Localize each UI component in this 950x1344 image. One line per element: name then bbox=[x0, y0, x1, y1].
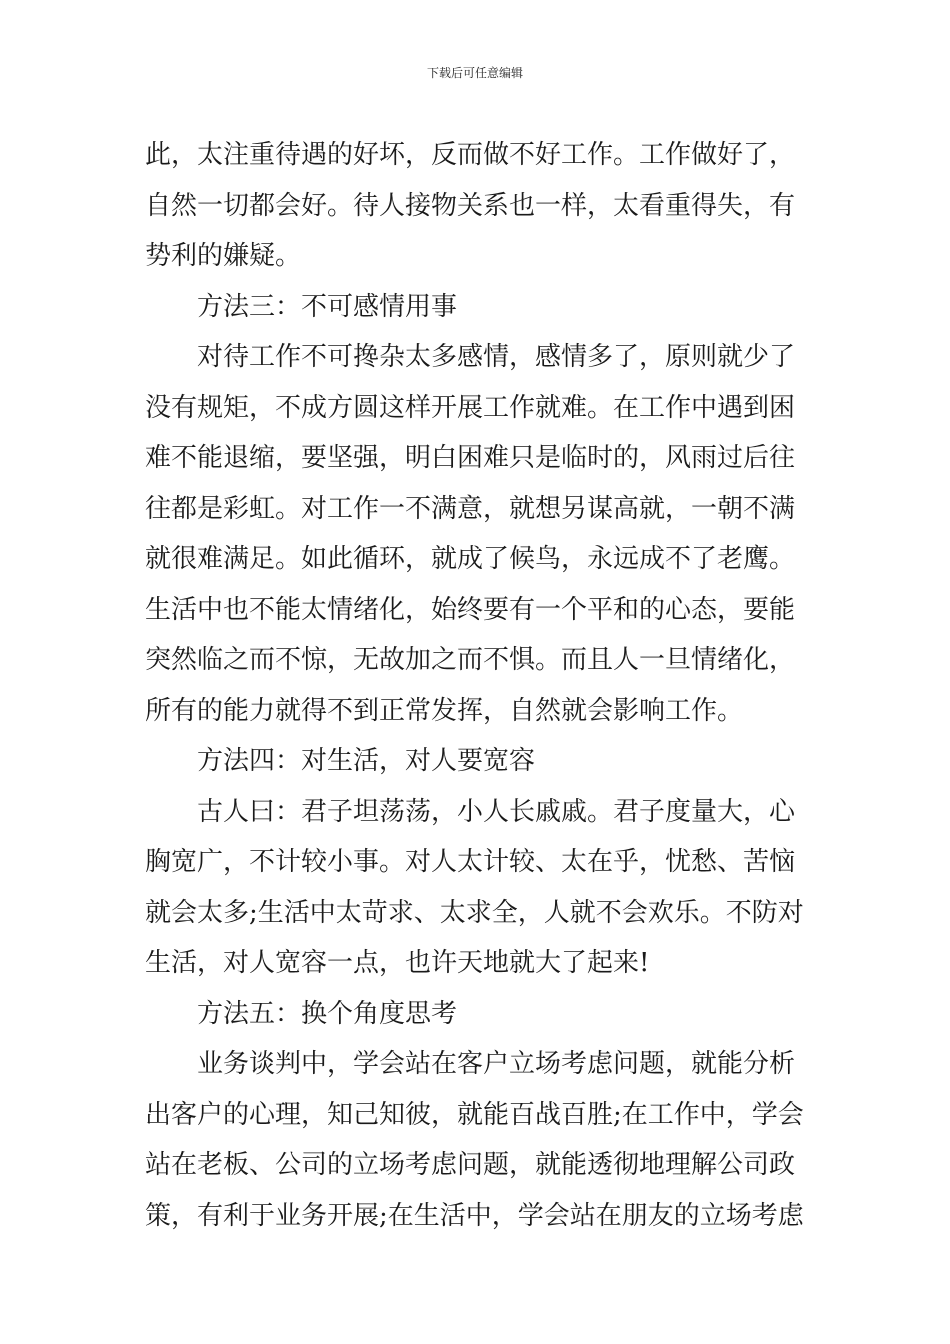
text-line: 方法三：不可感情用事 bbox=[197, 291, 458, 322]
text-line: 难不能退缩，要坚强，明白困难只是临时的，风雨过后往 bbox=[145, 443, 796, 473]
text-line: 势利的嫌疑。 bbox=[145, 241, 302, 271]
text-line: 就会太多;生活中太苛求、太求全，人就不会欢乐。不防对 bbox=[145, 897, 804, 928]
text-line: 古人曰：君子坦荡荡，小人长戚戚。君子度量大，心 bbox=[197, 796, 796, 827]
text-line: 往都是彩虹。对工作一不满意，就想另谋高就，一朝不满 bbox=[145, 493, 796, 524]
text-line: 所有的能力就得不到正常发挥，自然就会影响工作。 bbox=[145, 695, 744, 726]
text-line: 生活中也不能太情绪化，始终要有一个平和的心态，要能 bbox=[145, 594, 796, 625]
text-line: 突然临之而不惊，无故加之而不惧。而且人一旦情绪化， bbox=[145, 645, 796, 675]
page-header: 下载后可任意编辑 bbox=[426, 66, 523, 80]
text-line: 方法四：对生活，对人要宽容 bbox=[197, 746, 536, 776]
document-body bbox=[145, 130, 810, 1241]
text-line: 胸宽广，不计较小事。对人太计较、太在乎，忧愁、苦恼 bbox=[145, 847, 796, 877]
text-line: 此，太注重待遇的好坏，反而做不好工作。工作做好了， bbox=[145, 140, 796, 170]
text-line: 自然一切都会好。待人接物关系也一样，太看重得失，有 bbox=[145, 190, 796, 221]
text-line: 站在老板、公司的立场考虑问题，就能透彻地理解公司政 bbox=[145, 1150, 796, 1180]
text-line: 没有规矩，不成方圆这样开展工作就难。在工作中遇到困 bbox=[145, 392, 796, 423]
text-line: 就很难满足。如此循环，就成了候鸟，永远成不了老鹰。 bbox=[145, 544, 796, 574]
text-line: 对待工作不可搀杂太多感情，感情多了，原则就少了 bbox=[197, 342, 796, 372]
text-line: 策，有利于业务开展;在生活中，学会站在朋友的立场考虑 bbox=[145, 1200, 804, 1231]
text-line: 方法五：换个角度思考 bbox=[197, 998, 458, 1029]
text-line: 生活，对人宽容一点，也许天地就大了起来! bbox=[145, 948, 650, 978]
text-line: 出客户的心理，知己知彼，就能百战百胜;在工作中，学会 bbox=[145, 1099, 804, 1130]
text-line: 业务谈判中，学会站在客户立场考虑问题，就能分析 bbox=[197, 1049, 796, 1079]
